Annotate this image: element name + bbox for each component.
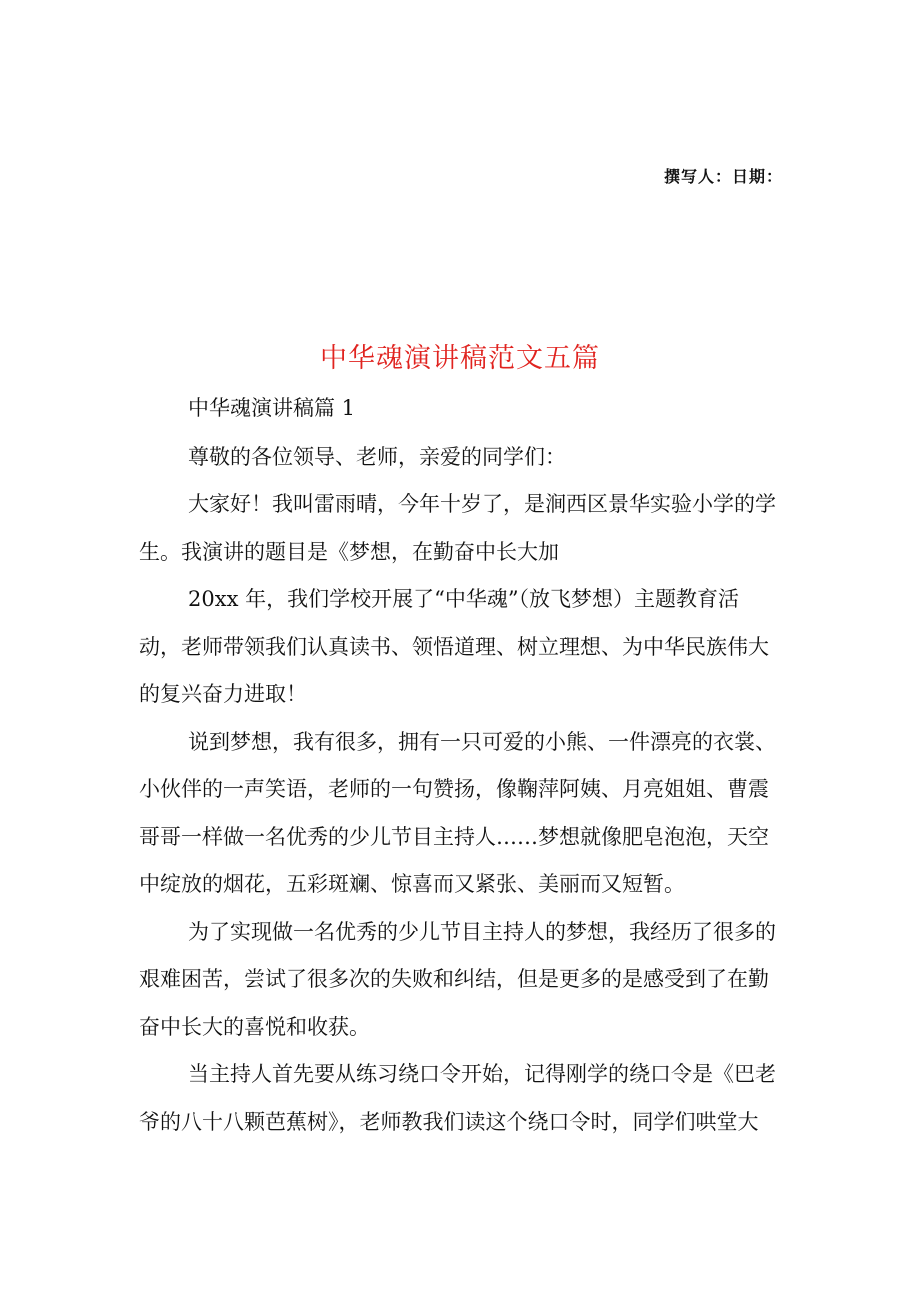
paragraph	[139, 719, 789, 909]
paragraph-line: 为了实现做一名优秀的少儿节目主持人的梦想，我经历了很多的	[188, 919, 776, 944]
paragraph-line: 说到梦想，我有很多，拥有一只可爱的小熊、一件漂亮的衣裳、	[188, 729, 776, 754]
salutation: 尊敬的各位领导、老师，亲爱的同学们：	[188, 445, 566, 469]
paragraph-line: 中绽放的烟花，五彩斑斓、惊喜而又紧张、美丽而又短暂。	[139, 872, 685, 896]
paragraph	[139, 576, 789, 719]
paragraph-line: 奋中长大的喜悦和收获。	[139, 1014, 370, 1039]
paragraph-line: 艰难困苦，尝试了很多次的失败和纠结，但是更多的是感受到了在勤	[139, 967, 769, 991]
paragraph-line: 当主持人首先要从练习绕口令开始，记得刚学的绕口令是《巴老	[188, 1062, 776, 1086]
paragraph-line: 动，老师带领我们认真读书、领悟道理、树立理想、为中华民族伟大	[139, 634, 769, 659]
paragraph-line: 小伙伴的一声笑语，老师的一句赞扬，像鞠萍阿姨、月亮姐姐、曹震	[139, 777, 769, 801]
paragraph	[139, 1051, 789, 1146]
paragraph-line: 大家好！我叫雷雨晴，今年十岁了，是涧西区景华实验小学的学	[188, 492, 776, 516]
section-heading: 中华魂演讲稿篇 1	[188, 396, 356, 420]
paragraph	[139, 909, 789, 1052]
author-date-line: 撰写人：日期：	[664, 167, 784, 186]
paragraph-line: 哥哥一样做一名优秀的少儿节目主持人……梦想就像肥皂泡泡，天空	[139, 824, 769, 849]
paragraph-line: 的复兴奋力进取！	[139, 682, 307, 706]
paragraph-line: 生。我演讲的题目是《梦想，在勤奋中长大加	[139, 539, 559, 564]
document-title: 中华魂演讲稿范文五篇	[320, 343, 600, 374]
speech-body	[139, 481, 789, 1146]
paragraph-line: 爷的八十八颗芭蕉树》，老师教我们读这个绕口令时，同学们哄堂大	[139, 1109, 759, 1134]
paragraph	[139, 481, 789, 576]
paragraph-line: 20xx 年，我们学校开展了“中华魂”（放飞梦想）主题教育活	[188, 587, 740, 611]
